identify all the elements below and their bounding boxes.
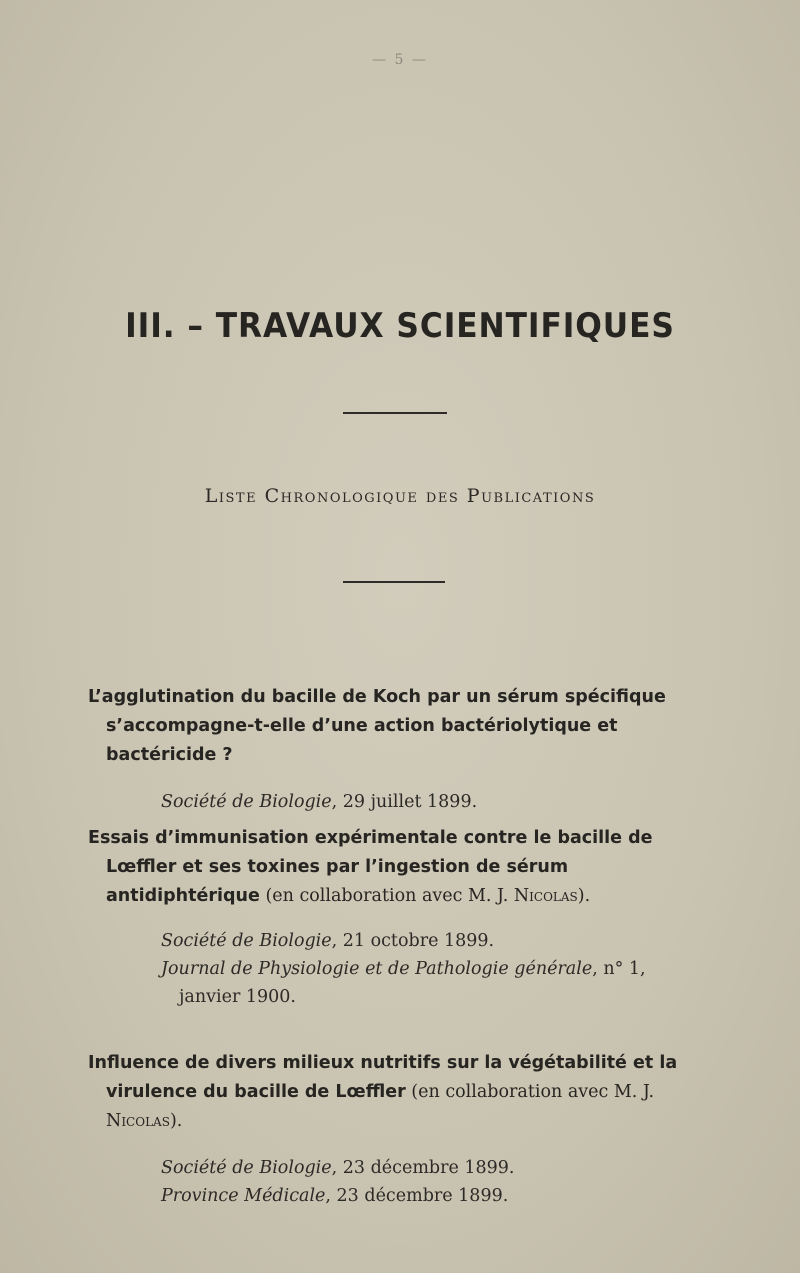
subtitle: Liste Chronologique des Publications xyxy=(204,485,596,507)
publication-reference xyxy=(88,955,708,1011)
reference-detail: , 29 juillet 1899. xyxy=(331,792,478,812)
publication-reference xyxy=(88,927,708,955)
publication-title-text: L’agglutination du bacille de Koch par un sérum spécifique s’accompagne-t-elle d’une action bactériolytique et bactéricide ? xyxy=(88,687,666,765)
publication-reference xyxy=(88,1154,708,1182)
collaboration-note: (en collaboration avec M. J. xyxy=(405,1082,655,1102)
publication-reference xyxy=(88,788,708,816)
divider-rule xyxy=(343,581,445,583)
publication-title-text: Essais d’immunisation expérimentale contre le bacille de Lœffler et ses toxines par l’ingestion de sérum antidiphtérique xyxy=(88,828,653,906)
reference-source: Société de Biologie xyxy=(161,792,332,812)
section-title: III. – TRAVAUX SCIENTIFIQUES xyxy=(125,306,675,346)
divider-rule xyxy=(343,412,447,414)
collaborator-name: Nicolas xyxy=(106,1111,170,1131)
reference-source: Société de Biologie xyxy=(161,931,332,951)
reference-detail: , n° 1, janvier 1900. xyxy=(179,959,646,1007)
publication-entry xyxy=(88,683,708,816)
reference-detail: , 23 décembre 1899. xyxy=(331,1158,515,1178)
collaboration-note-end: ). xyxy=(169,1111,183,1131)
collaboration-note: (en collaboration avec M. J. xyxy=(259,886,514,906)
publication-entry xyxy=(88,824,708,1011)
publication-title xyxy=(88,683,708,770)
page-number: — 5 — xyxy=(372,52,428,68)
publication-entry xyxy=(88,1049,708,1210)
publication-title-text: Influence de divers milieux nutritifs sur la végétabilité et la virulence du bacille de Lœffler xyxy=(88,1053,678,1102)
collaboration-note-end: ). xyxy=(577,886,591,906)
reference-source: Journal de Physiologie et de Pathologie générale xyxy=(161,959,593,979)
publication-reference xyxy=(88,1182,708,1210)
reference-source: Société de Biologie xyxy=(161,1158,332,1178)
reference-detail: , 21 octobre 1899. xyxy=(331,931,495,951)
publication-title xyxy=(88,1049,708,1136)
reference-source: Province Médicale xyxy=(161,1186,326,1206)
reference-detail: , 23 décembre 1899. xyxy=(325,1186,509,1206)
publication-title xyxy=(88,824,708,911)
collaborator-name: Nicolas xyxy=(513,886,578,906)
